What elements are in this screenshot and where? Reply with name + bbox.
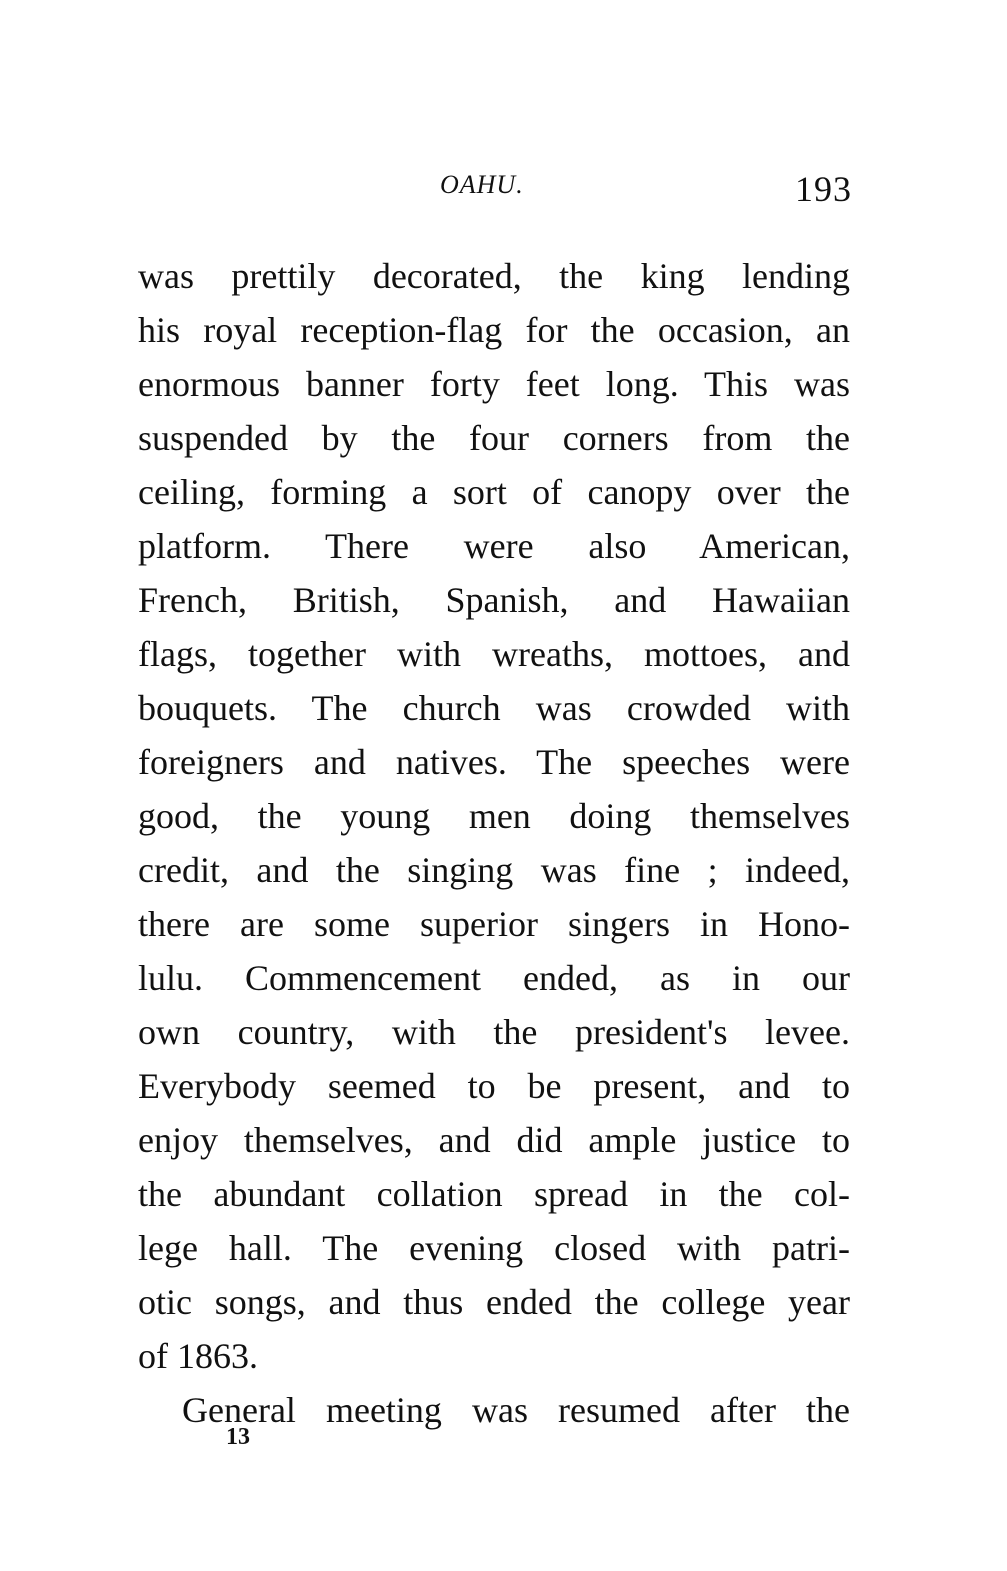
signature-mark: 13: [226, 1424, 250, 1450]
text-line: lege hall. The evening closed with patri-: [138, 1228, 850, 1268]
text-line: was prettily decorated, the king lending: [138, 256, 850, 296]
text-line: good, the young men doing themselves: [138, 796, 850, 836]
text-line: suspended by the four corners from the: [138, 418, 850, 458]
text-line: his royal reception-flag for the occasion, an: [138, 310, 850, 350]
text-line: foreigners and natives. The speeches were: [138, 742, 850, 782]
running-head: OAHU.: [440, 170, 524, 199]
paragraph-start-line: General meeting was resumed after the: [182, 1390, 850, 1430]
text-line: bouquets. The church was crowded with: [138, 688, 850, 728]
text-line: there are some superior singers in Hono-: [138, 904, 850, 944]
text-line: enjoy themselves, and did ample justice to: [138, 1120, 850, 1160]
text-line: French, British, Spanish, and Hawaiian: [138, 580, 850, 620]
text-line: the abundant collation spread in the col-: [138, 1174, 850, 1214]
body-text: [138, 249, 850, 1437]
paragraph-end-line: of 1863.: [138, 1336, 258, 1376]
text-line: credit, and the singing was fine ; indeed,: [138, 850, 850, 890]
text-line: platform. There were also American,: [138, 526, 850, 566]
text-line: own country, with the president's levee.: [138, 1012, 850, 1052]
text-line: lulu. Commencement ended, as in our: [138, 958, 850, 998]
page-number: 193: [795, 169, 852, 209]
text-line: Everybody seemed to be present, and to: [138, 1066, 850, 1106]
text-line: flags, together with wreaths, mottoes, and: [138, 634, 850, 674]
text-line: otic songs, and thus ended the college year: [138, 1282, 850, 1322]
text-line: ceiling, forming a sort of canopy over the: [138, 472, 850, 512]
text-line: enormous banner forty feet long. This was: [138, 364, 850, 404]
